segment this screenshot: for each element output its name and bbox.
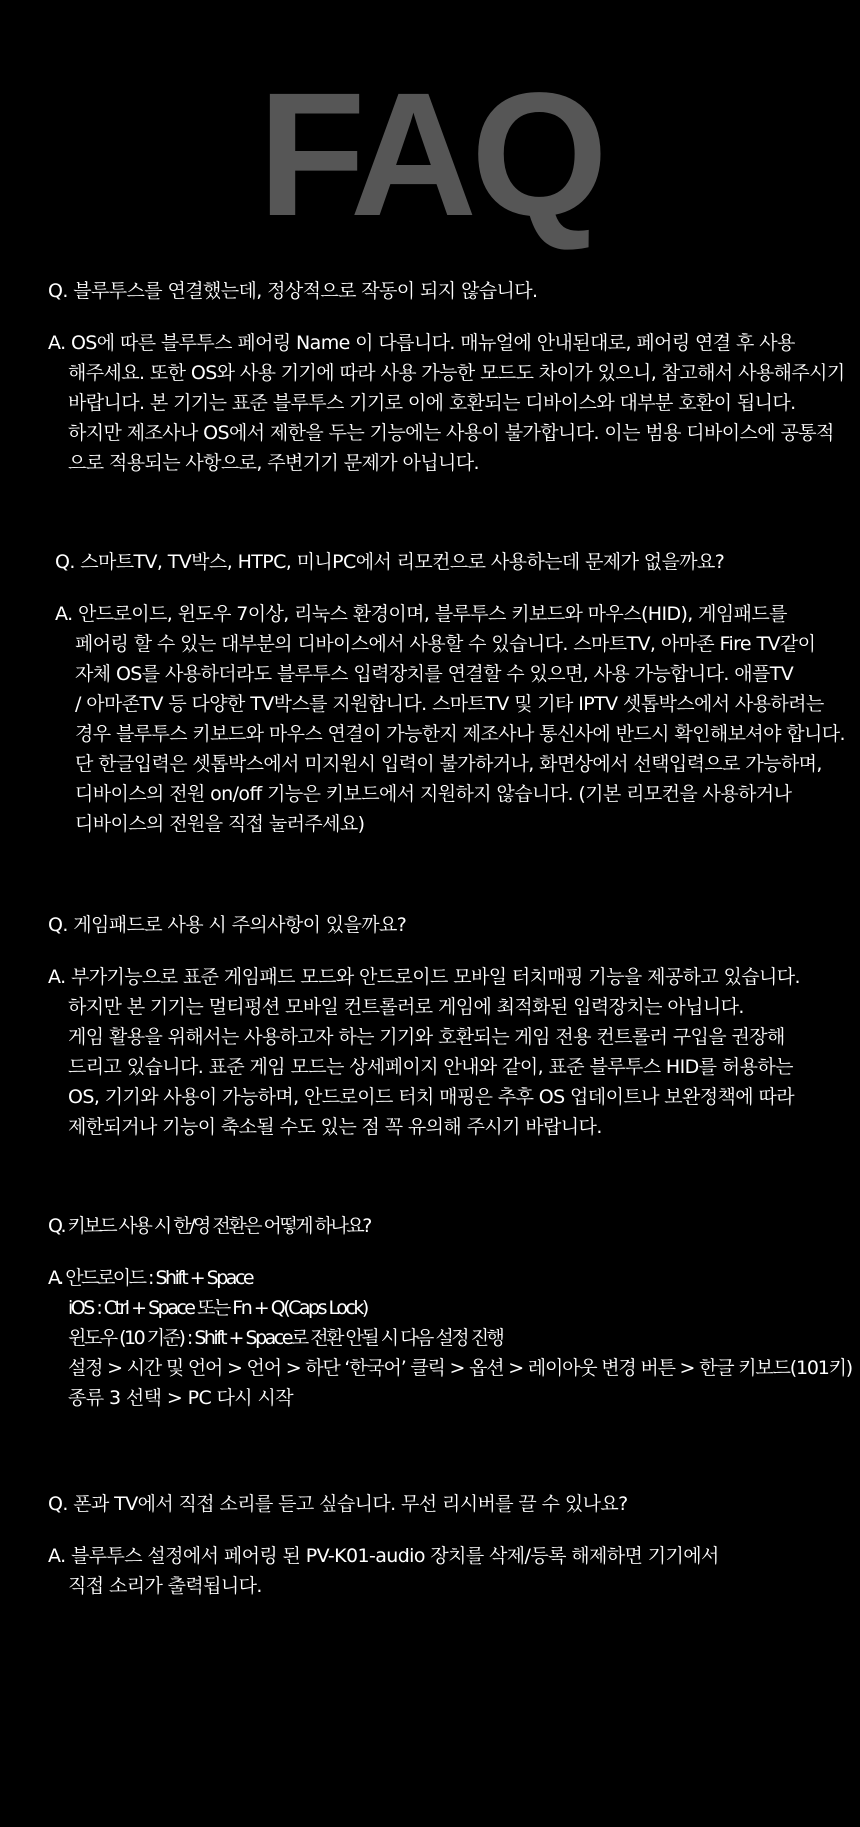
faq-answer-line: 자체 OS를 사용하더라도 블루투스 입력장치를 연결할 수 있으면, 사용 가능합니다. 애플TV xyxy=(75,663,794,685)
faq-item xyxy=(48,910,800,1142)
faq-answer xyxy=(48,1541,719,1601)
faq-answer-line: A. 안드로이드, 윈도우 7이상, 리눅스 환경이며, 블루투스 키보드와 마우스(HID), 게임패드를 xyxy=(55,603,787,625)
faq-answer-line: 으로 적용되는 사항으로, 주변기기 문제가 아닙니다. xyxy=(68,452,479,474)
faq-answer-line: 하지만 제조사나 OS에서 제한을 두는 기능에는 사용이 불가합니다. 이는 범용 디바이스에 공통적 xyxy=(68,422,834,444)
faq-answer-line: OS, 기기와 사용이 가능하며, 안드로이드 터치 매핑은 추후 OS 업데이트나 보완정책에 따라 xyxy=(68,1086,794,1108)
faq-item xyxy=(48,1489,719,1601)
faq-answer-line: 종류 3 선택 > PC 다시 시작 xyxy=(68,1387,294,1409)
faq-answer-line: iOS : Ctrl + Space 또는 Fn + Q(Caps Lock) xyxy=(68,1297,367,1319)
faq-answer-line: 제한되거나 기능이 축소될 수도 있는 점 꼭 유의해 주시기 바랍니다. xyxy=(68,1116,602,1138)
faq-question: Q. 블루투스를 연결했는데, 정상적으로 작동이 되지 않습니다. xyxy=(48,280,538,302)
faq-answer xyxy=(55,599,845,839)
faq-answer-line: / 아마존TV 등 다양한 TV박스를 지원합니다. 스마트TV 및 기타 IPTV 셋톱박스에서 사용하려는 xyxy=(75,693,824,715)
faq-answer-line: A. 안드로이드 : Shift + Space xyxy=(48,1267,253,1289)
faq-answer-line: 게임 활용을 위해서는 사용하고자 하는 기기와 호환되는 게임 전용 컨트롤러 구입을 권장해 xyxy=(68,1026,785,1048)
faq-item xyxy=(48,276,845,478)
faq-answer-line: 단 한글입력은 셋톱박스에서 미지원시 입력이 불가하거나, 화면상에서 선택입력으로 가능하며, xyxy=(75,753,822,775)
faq-answer-line: 직접 소리가 출력됩니다. xyxy=(68,1575,262,1597)
faq-item xyxy=(55,547,845,839)
faq-answer xyxy=(48,962,800,1142)
faq-answer-line: 드리고 있습니다. 표준 게임 모드는 상세페이지 안내와 같이, 표준 블루투스 HID를 허용하는 xyxy=(68,1056,793,1078)
faq-answer xyxy=(48,328,845,478)
page-title: FAQ xyxy=(258,57,602,253)
faq-answer-line: 디바이스의 전원 on/off 기능은 키보드에서 지원하지 않습니다. (기본 리모컨을 사용하거나 xyxy=(75,783,792,805)
faq-answer-line: 페어링 할 수 있는 대부분의 디바이스에서 사용할 수 있습니다. 스마트TV, 아마존 Fire TV같이 xyxy=(75,633,816,655)
faq-answer-line: 하지만 본 기기는 멀티펑션 모바일 컨트롤러로 게임에 최적화된 입력장치는 아닙니다. xyxy=(68,996,744,1018)
faq-answer-line: 바랍니다. 본 기기는 표준 블루투스 기기로 이에 호환되는 디바이스와 대부분 호환이 됩니다. xyxy=(68,392,796,414)
faq-answer xyxy=(48,1263,852,1413)
faq-answer-line: A. 부가기능으로 표준 게임패드 모드와 안드로이드 모바일 터치매핑 기능을 제공하고 있습니다. xyxy=(48,966,800,988)
faq-answer-line: A. 블루투스 설정에서 페어링 된 PV-K01-audio 장치를 삭제/등록 해제하면 기기에서 xyxy=(48,1545,719,1567)
faq-answer-line: A. OS에 따른 블루투스 페어링 Name 이 다릅니다. 매뉴얼에 안내된대로, 페어링 연결 후 사용 xyxy=(48,332,795,354)
faq-answer-line: 경우 블루투스 키보드와 마우스 연결이 가능한지 제조사나 통신사에 반드시 확인해보셔야 합니다. xyxy=(75,723,845,745)
faq-question: Q. 게임패드로 사용 시 주의사항이 있을까요? xyxy=(48,914,407,936)
faq-answer-line: 설정 > 시간 및 언어 > 언어 > 하단 ‘한국어’ 클릭 > 옵션 > 레이아웃 변경 버튼 > 한글 키보드(101키) xyxy=(68,1357,852,1379)
faq-item xyxy=(48,1211,852,1413)
faq-answer-line: 디바이스의 전원을 직접 눌러주세요) xyxy=(75,813,365,835)
faq-question: Q. 스마트TV, TV박스, HTPC, 미니PC에서 리모컨으로 사용하는데 문제가 없을까요? xyxy=(55,551,725,573)
faq-answer-line: 윈도우 (10 기준) : Shift + Space로 전환 안될 시 다음 설정 진행 xyxy=(68,1327,503,1349)
faq-question: Q. 키보드 사용 시 한/영 전환은 어떻게 하나요? xyxy=(48,1215,370,1237)
faq-answer-line: 해주세요. 또한 OS와 사용 기기에 따라 사용 가능한 모드도 차이가 있으니, 참고해서 사용해주시기 xyxy=(68,362,845,384)
faq-question: Q. 폰과 TV에서 직접 소리를 듣고 싶습니다. 무선 리시버를 끌 수 있나요? xyxy=(48,1493,628,1515)
